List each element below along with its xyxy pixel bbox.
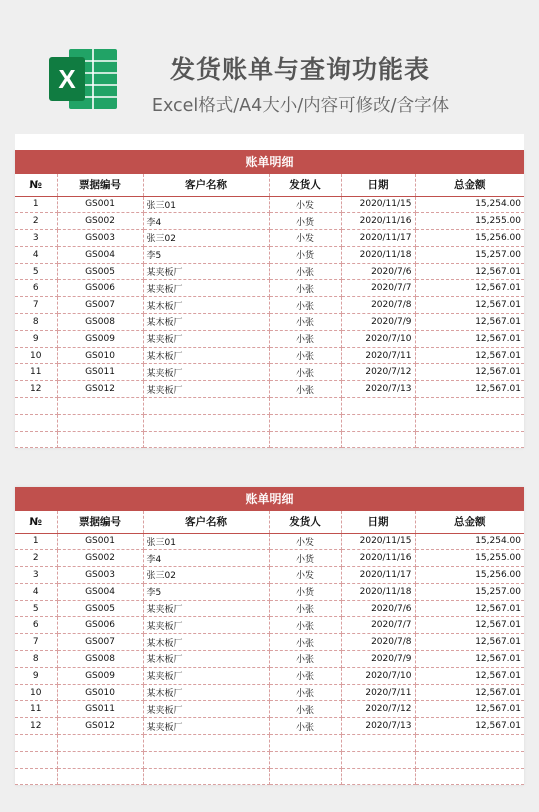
cell-shipper[interactable]: [269, 751, 341, 768]
col-header-no: №: [15, 511, 57, 533]
cell-amount[interactable]: 12,567.01: [415, 634, 524, 651]
cell-customer[interactable]: 李4: [143, 550, 269, 567]
cell-amount[interactable]: 15,255.00: [415, 213, 524, 230]
cell-shipper[interactable]: 小张: [269, 263, 341, 280]
col-header-amount: 总金额: [415, 511, 524, 533]
cell-no[interactable]: 11: [15, 364, 57, 381]
cell-customer[interactable]: [143, 768, 269, 785]
cell-amount[interactable]: 12,567.01: [415, 381, 524, 398]
cell-date[interactable]: 2020/7/9: [341, 651, 415, 668]
table-row: [15, 701, 524, 718]
cell-customer[interactable]: 李5: [143, 246, 269, 263]
table-row: [15, 533, 524, 550]
table-row: [15, 431, 524, 448]
cell-customer[interactable]: 张三02: [143, 230, 269, 247]
cell-date[interactable]: 2020/7/6: [341, 600, 415, 617]
cell-date[interactable]: 2020/7/9: [341, 314, 415, 331]
cell-amount[interactable]: 15,255.00: [415, 550, 524, 567]
cell-amount[interactable]: 12,567.01: [415, 600, 524, 617]
cell-shipper[interactable]: 小货: [269, 246, 341, 263]
cell-shipper[interactable]: 小货: [269, 583, 341, 600]
cell-customer[interactable]: 某木板厂: [143, 634, 269, 651]
bill-table: [15, 511, 524, 785]
page-header: [0, 0, 539, 130]
cell-date[interactable]: [341, 398, 415, 415]
cell-shipper[interactable]: 小张: [269, 314, 341, 331]
cell-customer[interactable]: 某木板厂: [143, 651, 269, 668]
cell-no[interactable]: 7: [15, 634, 57, 651]
cell-shipper[interactable]: 小张: [269, 634, 341, 651]
cell-no[interactable]: 10: [15, 684, 57, 701]
cell-no[interactable]: 8: [15, 314, 57, 331]
cell-customer[interactable]: 李5: [143, 583, 269, 600]
cell-amount[interactable]: 15,256.00: [415, 567, 524, 584]
cell-amount[interactable]: 12,567.01: [415, 347, 524, 364]
cell-no[interactable]: 9: [15, 330, 57, 347]
table-row: [15, 213, 524, 230]
table-row: [15, 414, 524, 431]
cell-no[interactable]: [15, 751, 57, 768]
cell-shipper[interactable]: 小货: [269, 550, 341, 567]
cell-ticket-no[interactable]: GS010: [57, 347, 143, 364]
cell-date[interactable]: 2020/11/18: [341, 246, 415, 263]
col-header-shipper: 发货人: [269, 511, 341, 533]
cell-ticket-no[interactable]: GS010: [57, 684, 143, 701]
cell-amount[interactable]: 12,567.01: [415, 364, 524, 381]
cell-ticket-no[interactable]: GS007: [57, 634, 143, 651]
cell-date[interactable]: 2020/7/13: [341, 381, 415, 398]
cell-amount[interactable]: 12,567.01: [415, 263, 524, 280]
cell-shipper[interactable]: 小张: [269, 684, 341, 701]
cell-date[interactable]: 2020/7/8: [341, 297, 415, 314]
cell-ticket-no[interactable]: GS004: [57, 583, 143, 600]
table-row: [15, 735, 524, 752]
cell-ticket-no[interactable]: [57, 735, 143, 752]
table-row: [15, 567, 524, 584]
cell-customer[interactable]: [143, 414, 269, 431]
cell-shipper[interactable]: 小发: [269, 567, 341, 584]
cell-shipper[interactable]: 小发: [269, 230, 341, 247]
cell-amount[interactable]: 15,254.00: [415, 533, 524, 550]
cell-no[interactable]: 11: [15, 701, 57, 718]
table-row: [15, 398, 524, 415]
table-row: [15, 364, 524, 381]
cell-no[interactable]: 7: [15, 297, 57, 314]
cell-no[interactable]: 6: [15, 617, 57, 634]
cell-date[interactable]: 2020/7/10: [341, 330, 415, 347]
table-header-row: [15, 174, 524, 196]
cell-ticket-no[interactable]: GS002: [57, 213, 143, 230]
table-row: [15, 617, 524, 634]
cell-date[interactable]: 2020/11/16: [341, 213, 415, 230]
cell-customer[interactable]: 某木板厂: [143, 297, 269, 314]
cell-amount[interactable]: 15,257.00: [415, 246, 524, 263]
cell-date[interactable]: 2020/7/11: [341, 684, 415, 701]
cell-date[interactable]: [341, 751, 415, 768]
cell-date[interactable]: 2020/11/15: [341, 533, 415, 550]
cell-shipper[interactable]: 小发: [269, 196, 341, 213]
cell-no[interactable]: 9: [15, 667, 57, 684]
cell-amount[interactable]: 12,567.01: [415, 330, 524, 347]
cell-shipper[interactable]: 小张: [269, 701, 341, 718]
cell-shipper[interactable]: 小张: [269, 297, 341, 314]
cell-shipper[interactable]: 小张: [269, 364, 341, 381]
cell-customer[interactable]: 某夹板厂: [143, 667, 269, 684]
cell-amount[interactable]: 12,567.01: [415, 718, 524, 735]
table-row: [15, 583, 524, 600]
cell-date[interactable]: 2020/11/18: [341, 583, 415, 600]
cell-amount[interactable]: [415, 768, 524, 785]
cell-amount[interactable]: 12,567.01: [415, 651, 524, 668]
cell-ticket-no[interactable]: GS007: [57, 297, 143, 314]
cell-ticket-no[interactable]: [57, 768, 143, 785]
excel-icon: [47, 47, 119, 111]
col-header-date: 日期: [341, 174, 415, 196]
cell-no[interactable]: [15, 735, 57, 752]
cell-shipper[interactable]: [269, 398, 341, 415]
col-header-date: 日期: [341, 511, 415, 533]
cell-ticket-no[interactable]: GS003: [57, 230, 143, 247]
cell-ticket-no[interactable]: GS009: [57, 330, 143, 347]
cell-shipper[interactable]: 小张: [269, 347, 341, 364]
cell-ticket-no[interactable]: GS002: [57, 550, 143, 567]
cell-ticket-no[interactable]: GS005: [57, 263, 143, 280]
cell-no[interactable]: 5: [15, 263, 57, 280]
table-row: [15, 600, 524, 617]
cell-ticket-no[interactable]: GS004: [57, 246, 143, 263]
sheet-title: 账单明细: [15, 150, 524, 174]
cell-no[interactable]: 8: [15, 651, 57, 668]
cell-customer[interactable]: [143, 398, 269, 415]
cell-amount[interactable]: 15,254.00: [415, 196, 524, 213]
cell-shipper[interactable]: 小张: [269, 667, 341, 684]
col-header-no: №: [15, 174, 57, 196]
cell-no[interactable]: 2: [15, 550, 57, 567]
cell-amount[interactable]: 12,567.01: [415, 280, 524, 297]
cell-date[interactable]: 2020/7/13: [341, 718, 415, 735]
cell-customer[interactable]: 某夹板厂: [143, 280, 269, 297]
cell-no[interactable]: 2: [15, 213, 57, 230]
cell-customer[interactable]: 某夹板厂: [143, 701, 269, 718]
cell-ticket-no[interactable]: GS009: [57, 667, 143, 684]
table-row: [15, 196, 524, 213]
cell-customer[interactable]: 张三01: [143, 196, 269, 213]
cell-amount[interactable]: [415, 414, 524, 431]
cell-amount[interactable]: 12,567.01: [415, 297, 524, 314]
sheet-title: 账单明细: [15, 487, 524, 511]
col-header-customer: 客户名称: [143, 511, 269, 533]
cell-ticket-no[interactable]: GS008: [57, 651, 143, 668]
cell-no[interactable]: 1: [15, 533, 57, 550]
cell-shipper[interactable]: 小张: [269, 280, 341, 297]
table-row: [15, 550, 524, 567]
cell-customer[interactable]: 某夹板厂: [143, 600, 269, 617]
page-subtitle: Excel格式/A4大小/内容可修改/含字体: [151, 96, 450, 116]
cell-ticket-no[interactable]: GS006: [57, 280, 143, 297]
cell-shipper[interactable]: 小张: [269, 718, 341, 735]
table-row: [15, 280, 524, 297]
cell-date[interactable]: 2020/7/12: [341, 701, 415, 718]
cell-shipper[interactable]: 小张: [269, 617, 341, 634]
cell-ticket-no[interactable]: GS006: [57, 617, 143, 634]
cell-ticket-no[interactable]: [57, 398, 143, 415]
table-row: [15, 684, 524, 701]
cell-customer[interactable]: 某木板厂: [143, 314, 269, 331]
cell-amount[interactable]: 12,567.01: [415, 701, 524, 718]
cell-amount[interactable]: 12,567.01: [415, 617, 524, 634]
col-header-customer: 客户名称: [143, 174, 269, 196]
cell-no[interactable]: [15, 431, 57, 448]
cell-ticket-no[interactable]: GS005: [57, 600, 143, 617]
table-row: [15, 718, 524, 735]
cell-ticket-no[interactable]: [57, 414, 143, 431]
cell-amount[interactable]: [415, 735, 524, 752]
cell-ticket-no[interactable]: GS011: [57, 364, 143, 381]
table-row: [15, 667, 524, 684]
logo-letter: X: [58, 64, 76, 94]
cell-date[interactable]: [341, 735, 415, 752]
cell-shipper[interactable]: 小货: [269, 213, 341, 230]
table-row: [15, 751, 524, 768]
cell-no[interactable]: 4: [15, 583, 57, 600]
cell-no[interactable]: 6: [15, 280, 57, 297]
bill-sheet-2: [15, 487, 524, 785]
cell-no[interactable]: 10: [15, 347, 57, 364]
bill-table: [15, 174, 524, 448]
cell-no[interactable]: 3: [15, 230, 57, 247]
cell-customer[interactable]: [143, 735, 269, 752]
cell-ticket-no[interactable]: GS011: [57, 701, 143, 718]
cell-date[interactable]: 2020/7/10: [341, 667, 415, 684]
cell-date[interactable]: 2020/7/7: [341, 617, 415, 634]
sheet-top-strip: [15, 134, 524, 150]
cell-shipper[interactable]: [269, 735, 341, 752]
cell-amount[interactable]: 15,257.00: [415, 583, 524, 600]
table-row: [15, 634, 524, 651]
cell-amount[interactable]: [415, 431, 524, 448]
cell-shipper[interactable]: 小发: [269, 533, 341, 550]
cell-shipper[interactable]: 小张: [269, 381, 341, 398]
table-row: [15, 330, 524, 347]
cell-date[interactable]: [341, 431, 415, 448]
cell-no[interactable]: 3: [15, 567, 57, 584]
cell-customer[interactable]: 张三01: [143, 533, 269, 550]
cell-shipper[interactable]: 小张: [269, 330, 341, 347]
cell-shipper[interactable]: [269, 431, 341, 448]
cell-amount[interactable]: [415, 751, 524, 768]
col-header-amount: 总金额: [415, 174, 524, 196]
table-row: [15, 230, 524, 247]
cell-ticket-no[interactable]: GS001: [57, 533, 143, 550]
cell-ticket-no[interactable]: GS012: [57, 718, 143, 735]
table-row: [15, 768, 524, 785]
cell-amount[interactable]: 12,567.01: [415, 667, 524, 684]
cell-date[interactable]: 2020/11/17: [341, 567, 415, 584]
col-header-ticket-no: 票据编号: [57, 174, 143, 196]
cell-no[interactable]: 5: [15, 600, 57, 617]
cell-ticket-no[interactable]: GS012: [57, 381, 143, 398]
cell-customer[interactable]: 李4: [143, 213, 269, 230]
cell-amount[interactable]: 12,567.01: [415, 684, 524, 701]
table-row: [15, 347, 524, 364]
cell-date[interactable]: 2020/7/8: [341, 634, 415, 651]
cell-date[interactable]: [341, 768, 415, 785]
cell-date[interactable]: 2020/11/17: [341, 230, 415, 247]
cell-customer[interactable]: 某夹板厂: [143, 330, 269, 347]
page-title: 发货账单与查询功能表: [169, 55, 430, 84]
cell-date[interactable]: 2020/7/7: [341, 280, 415, 297]
cell-customer[interactable]: 张三02: [143, 567, 269, 584]
cell-ticket-no[interactable]: [57, 751, 143, 768]
cell-no[interactable]: 12: [15, 381, 57, 398]
col-header-shipper: 发货人: [269, 174, 341, 196]
cell-amount[interactable]: [415, 398, 524, 415]
cell-shipper[interactable]: 小张: [269, 651, 341, 668]
cell-customer[interactable]: [143, 431, 269, 448]
table-row: [15, 246, 524, 263]
table-row: [15, 314, 524, 331]
cell-no[interactable]: [15, 768, 57, 785]
cell-ticket-no[interactable]: GS003: [57, 567, 143, 584]
bill-sheet-1: [15, 150, 524, 448]
cell-customer[interactable]: [143, 751, 269, 768]
cell-ticket-no[interactable]: GS008: [57, 314, 143, 331]
table-header-row: [15, 511, 524, 533]
cell-no[interactable]: 12: [15, 718, 57, 735]
cell-amount[interactable]: 15,256.00: [415, 230, 524, 247]
cell-no[interactable]: [15, 398, 57, 415]
cell-customer[interactable]: 某夹板厂: [143, 364, 269, 381]
cell-no[interactable]: [15, 414, 57, 431]
col-header-ticket-no: 票据编号: [57, 511, 143, 533]
cell-date[interactable]: 2020/7/12: [341, 364, 415, 381]
cell-shipper[interactable]: [269, 768, 341, 785]
cell-ticket-no[interactable]: GS001: [57, 196, 143, 213]
cell-customer[interactable]: 某木板厂: [143, 347, 269, 364]
cell-shipper[interactable]: 小张: [269, 600, 341, 617]
cell-date[interactable]: 2020/11/16: [341, 550, 415, 567]
cell-no[interactable]: 1: [15, 196, 57, 213]
table-row: [15, 297, 524, 314]
cell-customer[interactable]: 某夹板厂: [143, 381, 269, 398]
cell-no[interactable]: 4: [15, 246, 57, 263]
cell-date[interactable]: 2020/7/11: [341, 347, 415, 364]
cell-customer[interactable]: 某夹板厂: [143, 718, 269, 735]
cell-amount[interactable]: 12,567.01: [415, 314, 524, 331]
table-row: [15, 263, 524, 280]
cell-shipper[interactable]: [269, 414, 341, 431]
cell-date[interactable]: 2020/7/6: [341, 263, 415, 280]
cell-customer[interactable]: 某夹板厂: [143, 617, 269, 634]
table-row: [15, 381, 524, 398]
cell-date[interactable]: [341, 414, 415, 431]
cell-customer[interactable]: 某夹板厂: [143, 263, 269, 280]
cell-ticket-no[interactable]: [57, 431, 143, 448]
cell-customer[interactable]: 某木板厂: [143, 684, 269, 701]
table-row: [15, 651, 524, 668]
cell-date[interactable]: 2020/11/15: [341, 196, 415, 213]
